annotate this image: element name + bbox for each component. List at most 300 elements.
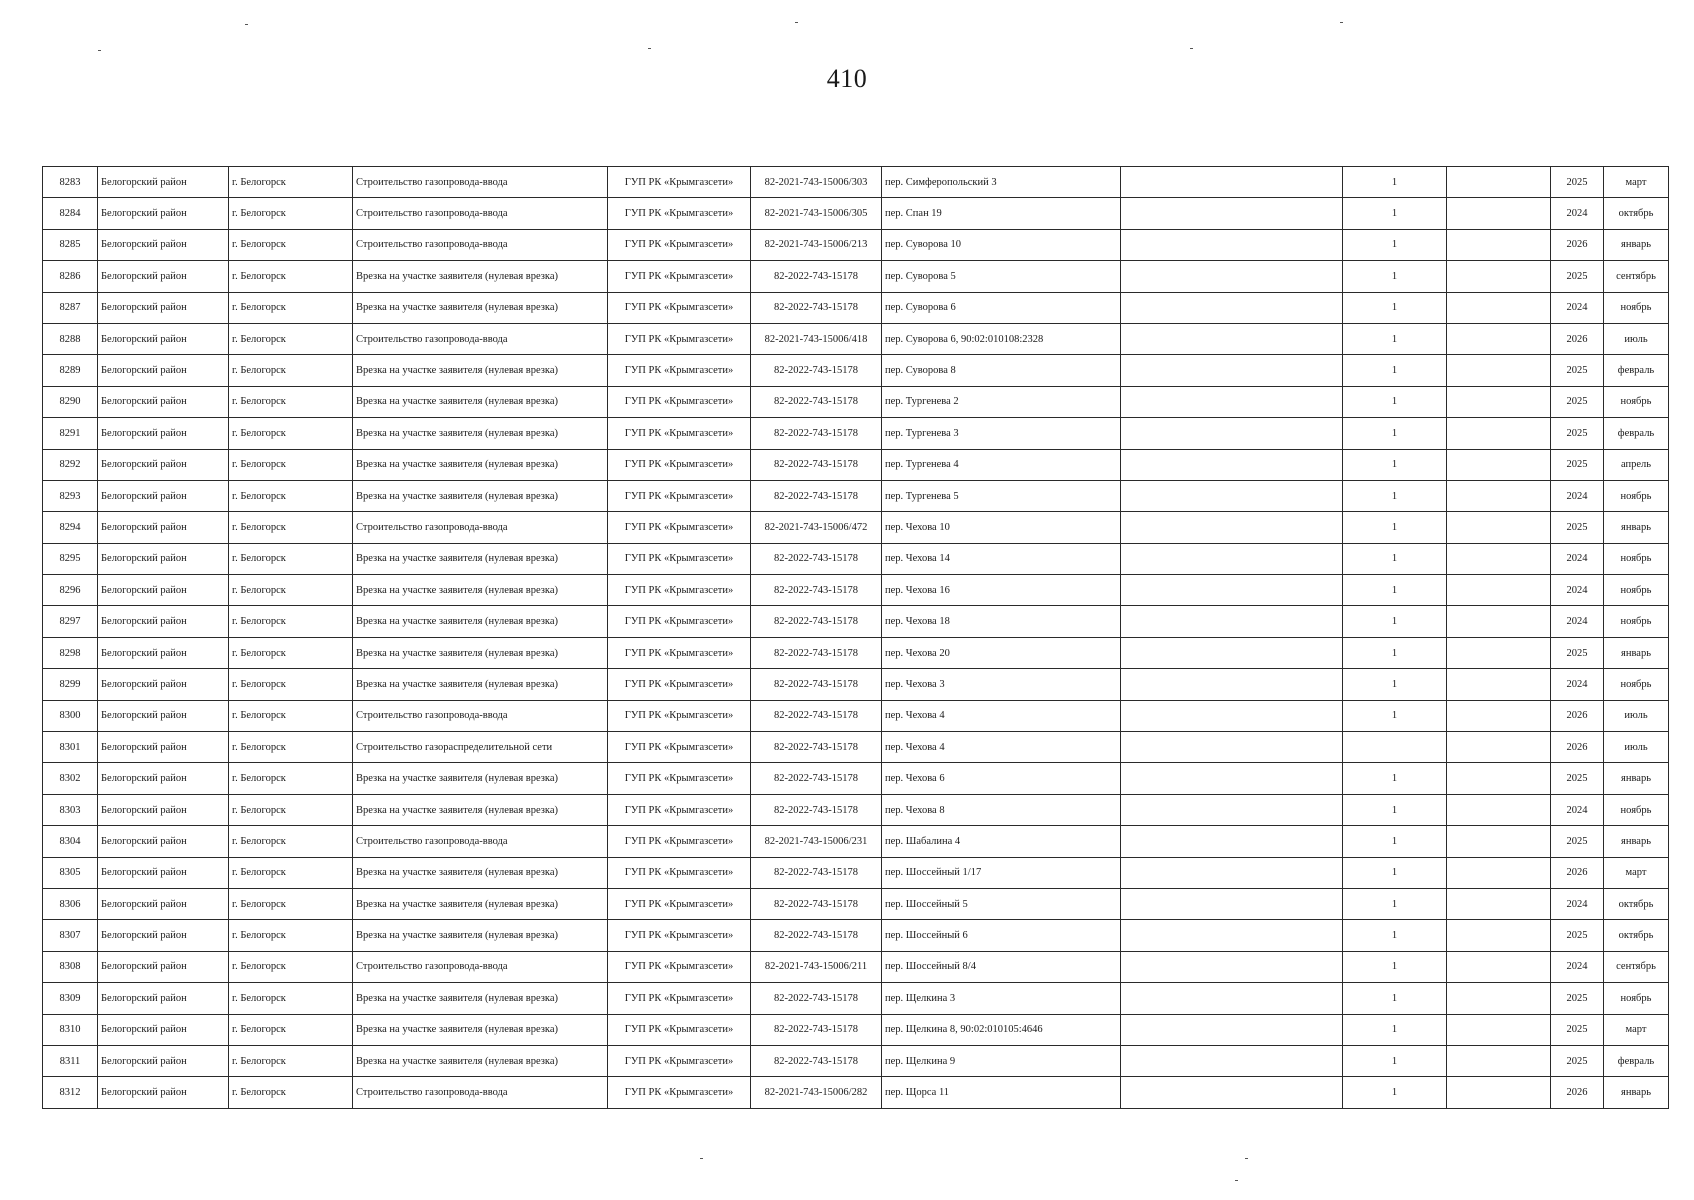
year-cell: 2025 xyxy=(1551,920,1604,951)
work-type-cell: Врезка на участке заявителя (нулевая врезка) xyxy=(353,888,608,919)
work-type-cell: Строительство газопровода-ввода xyxy=(353,826,608,857)
month-cell: октябрь xyxy=(1604,198,1669,229)
empty-cell xyxy=(1121,512,1343,543)
program-code-cell: 82-2022-743-15178 xyxy=(751,449,882,480)
district-cell: Белогорский район xyxy=(98,763,229,794)
organization-cell: ГУП РК «Крымгазсети» xyxy=(608,794,751,825)
scan-speck xyxy=(245,24,248,25)
city-cell: г. Белогорск xyxy=(229,1014,353,1045)
district-cell: Белогорский район xyxy=(98,323,229,354)
quantity-cell: 1 xyxy=(1343,1014,1447,1045)
row-number: 8310 xyxy=(43,1014,98,1045)
address-cell: пер. Шоссейный 5 xyxy=(882,888,1121,919)
program-code-cell: 82-2022-743-15178 xyxy=(751,700,882,731)
empty-cell xyxy=(1121,732,1343,763)
empty-cell xyxy=(1447,669,1551,700)
row-number: 8301 xyxy=(43,732,98,763)
empty-cell xyxy=(1447,732,1551,763)
month-cell: ноябрь xyxy=(1604,543,1669,574)
program-code-cell: 82-2021-743-15006/418 xyxy=(751,323,882,354)
quantity-cell: 1 xyxy=(1343,323,1447,354)
organization-cell: ГУП РК «Крымгазсети» xyxy=(608,1045,751,1076)
address-cell: пер. Чехова 4 xyxy=(882,732,1121,763)
work-type-cell: Строительство газопровода-ввода xyxy=(353,229,608,260)
table-row xyxy=(43,763,1669,794)
month-cell: ноябрь xyxy=(1604,292,1669,323)
empty-cell xyxy=(1121,920,1343,951)
quantity-cell: 1 xyxy=(1343,198,1447,229)
program-code-cell: 82-2022-743-15178 xyxy=(751,732,882,763)
address-cell: пер. Чехова 4 xyxy=(882,700,1121,731)
work-type-cell: Врезка на участке заявителя (нулевая врезка) xyxy=(353,637,608,668)
month-cell: ноябрь xyxy=(1604,575,1669,606)
year-cell: 2024 xyxy=(1551,575,1604,606)
work-type-cell: Врезка на участке заявителя (нулевая врезка) xyxy=(353,1045,608,1076)
program-code-cell: 82-2022-743-15178 xyxy=(751,983,882,1014)
address-cell: пер. Щелкина 8, 90:02:010105:4646 xyxy=(882,1014,1121,1045)
district-cell: Белогорский район xyxy=(98,261,229,292)
scan-speck xyxy=(1340,22,1343,23)
table-row xyxy=(43,920,1669,951)
district-cell: Белогорский район xyxy=(98,700,229,731)
table-row xyxy=(43,669,1669,700)
row-number: 8298 xyxy=(43,637,98,668)
quantity-cell: 1 xyxy=(1343,888,1447,919)
city-cell: г. Белогорск xyxy=(229,386,353,417)
month-cell: сентябрь xyxy=(1604,261,1669,292)
city-cell: г. Белогорск xyxy=(229,700,353,731)
table-row xyxy=(43,794,1669,825)
empty-cell xyxy=(1447,920,1551,951)
organization-cell: ГУП РК «Крымгазсети» xyxy=(608,669,751,700)
program-code-cell: 82-2022-743-15178 xyxy=(751,794,882,825)
empty-cell xyxy=(1447,1014,1551,1045)
address-cell: пер. Суворова 6, 90:02:010108:2328 xyxy=(882,323,1121,354)
city-cell: г. Белогорск xyxy=(229,606,353,637)
address-cell: пер. Чехова 20 xyxy=(882,637,1121,668)
year-cell: 2025 xyxy=(1551,637,1604,668)
year-cell: 2025 xyxy=(1551,449,1604,480)
organization-cell: ГУП РК «Крымгазсети» xyxy=(608,543,751,574)
city-cell: г. Белогорск xyxy=(229,857,353,888)
program-code-cell: 82-2022-743-15178 xyxy=(751,355,882,386)
work-type-cell: Врезка на участке заявителя (нулевая врезка) xyxy=(353,386,608,417)
organization-cell: ГУП РК «Крымгазсети» xyxy=(608,355,751,386)
work-type-cell: Врезка на участке заявителя (нулевая врезка) xyxy=(353,449,608,480)
table-row xyxy=(43,575,1669,606)
month-cell: апрель xyxy=(1604,449,1669,480)
district-cell: Белогорский район xyxy=(98,1077,229,1108)
address-cell: пер. Симферопольский 3 xyxy=(882,167,1121,198)
work-type-cell: Строительство газопровода-ввода xyxy=(353,167,608,198)
month-cell: февраль xyxy=(1604,1045,1669,1076)
row-number: 8309 xyxy=(43,983,98,1014)
row-number: 8285 xyxy=(43,229,98,260)
district-cell: Белогорский район xyxy=(98,732,229,763)
year-cell: 2025 xyxy=(1551,826,1604,857)
work-type-cell: Врезка на участке заявителя (нулевая врезка) xyxy=(353,920,608,951)
district-cell: Белогорский район xyxy=(98,543,229,574)
row-number: 8293 xyxy=(43,480,98,511)
table-row xyxy=(43,418,1669,449)
empty-cell xyxy=(1121,418,1343,449)
program-code-cell: 82-2021-743-15006/472 xyxy=(751,512,882,543)
table-row xyxy=(43,292,1669,323)
program-code-cell: 82-2022-743-15178 xyxy=(751,261,882,292)
row-number: 8308 xyxy=(43,951,98,982)
organization-cell: ГУП РК «Крымгазсети» xyxy=(608,167,751,198)
year-cell: 2024 xyxy=(1551,794,1604,825)
program-code-cell: 82-2021-743-15006/303 xyxy=(751,167,882,198)
year-cell: 2024 xyxy=(1551,606,1604,637)
address-cell: пер. Чехова 18 xyxy=(882,606,1121,637)
city-cell: г. Белогорск xyxy=(229,826,353,857)
year-cell: 2024 xyxy=(1551,951,1604,982)
table-row xyxy=(43,732,1669,763)
table-row xyxy=(43,543,1669,574)
month-cell: февраль xyxy=(1604,418,1669,449)
table-row xyxy=(43,355,1669,386)
work-type-cell: Врезка на участке заявителя (нулевая врезка) xyxy=(353,1014,608,1045)
registry-table xyxy=(42,166,1669,1109)
city-cell: г. Белогорск xyxy=(229,1045,353,1076)
city-cell: г. Белогорск xyxy=(229,951,353,982)
empty-cell xyxy=(1121,951,1343,982)
year-cell: 2025 xyxy=(1551,1014,1604,1045)
quantity-cell: 1 xyxy=(1343,261,1447,292)
empty-cell xyxy=(1447,418,1551,449)
district-cell: Белогорский район xyxy=(98,198,229,229)
table-row xyxy=(43,857,1669,888)
row-number: 8295 xyxy=(43,543,98,574)
empty-cell xyxy=(1447,951,1551,982)
district-cell: Белогорский район xyxy=(98,355,229,386)
row-number: 8304 xyxy=(43,826,98,857)
work-type-cell: Врезка на участке заявителя (нулевая врезка) xyxy=(353,857,608,888)
quantity-cell: 1 xyxy=(1343,167,1447,198)
program-code-cell: 82-2022-743-15178 xyxy=(751,1014,882,1045)
empty-cell xyxy=(1447,480,1551,511)
row-number: 8283 xyxy=(43,167,98,198)
empty-cell xyxy=(1121,857,1343,888)
empty-cell xyxy=(1447,606,1551,637)
district-cell: Белогорский район xyxy=(98,386,229,417)
empty-cell xyxy=(1447,857,1551,888)
empty-cell xyxy=(1121,763,1343,794)
row-number: 8289 xyxy=(43,355,98,386)
organization-cell: ГУП РК «Крымгазсети» xyxy=(608,575,751,606)
quantity-cell: 1 xyxy=(1343,606,1447,637)
address-cell: пер. Чехова 16 xyxy=(882,575,1121,606)
empty-cell xyxy=(1447,826,1551,857)
year-cell: 2025 xyxy=(1551,983,1604,1014)
year-cell: 2026 xyxy=(1551,229,1604,260)
organization-cell: ГУП РК «Крымгазсети» xyxy=(608,261,751,292)
year-cell: 2024 xyxy=(1551,543,1604,574)
row-number: 8297 xyxy=(43,606,98,637)
work-type-cell: Врезка на участке заявителя (нулевая врезка) xyxy=(353,418,608,449)
empty-cell xyxy=(1121,575,1343,606)
year-cell: 2025 xyxy=(1551,261,1604,292)
year-cell: 2026 xyxy=(1551,700,1604,731)
city-cell: г. Белогорск xyxy=(229,355,353,386)
district-cell: Белогорский район xyxy=(98,512,229,543)
quantity-cell: 1 xyxy=(1343,229,1447,260)
table-row xyxy=(43,229,1669,260)
month-cell: сентябрь xyxy=(1604,951,1669,982)
quantity-cell: 1 xyxy=(1343,700,1447,731)
empty-cell xyxy=(1121,355,1343,386)
empty-cell xyxy=(1121,1045,1343,1076)
month-cell: ноябрь xyxy=(1604,983,1669,1014)
city-cell: г. Белогорск xyxy=(229,983,353,1014)
address-cell: пер. Чехова 6 xyxy=(882,763,1121,794)
city-cell: г. Белогорск xyxy=(229,543,353,574)
empty-cell xyxy=(1121,700,1343,731)
empty-cell xyxy=(1121,983,1343,1014)
month-cell: октябрь xyxy=(1604,888,1669,919)
row-number: 8300 xyxy=(43,700,98,731)
organization-cell: ГУП РК «Крымгазсети» xyxy=(608,637,751,668)
organization-cell: ГУП РК «Крымгазсети» xyxy=(608,763,751,794)
work-type-cell: Врезка на участке заявителя (нулевая врезка) xyxy=(353,292,608,323)
program-code-cell: 82-2022-743-15178 xyxy=(751,637,882,668)
work-type-cell: Строительство газораспределительной сети xyxy=(353,732,608,763)
empty-cell xyxy=(1447,1045,1551,1076)
year-cell: 2025 xyxy=(1551,418,1604,449)
organization-cell: ГУП РК «Крымгазсети» xyxy=(608,229,751,260)
row-number: 8286 xyxy=(43,261,98,292)
month-cell: январь xyxy=(1604,826,1669,857)
month-cell: январь xyxy=(1604,229,1669,260)
month-cell: январь xyxy=(1604,763,1669,794)
address-cell: пер. Шоссейный 1/17 xyxy=(882,857,1121,888)
organization-cell: ГУП РК «Крымгазсети» xyxy=(608,386,751,417)
row-number: 8292 xyxy=(43,449,98,480)
month-cell: январь xyxy=(1604,637,1669,668)
city-cell: г. Белогорск xyxy=(229,512,353,543)
quantity-cell: 1 xyxy=(1343,575,1447,606)
table-row xyxy=(43,606,1669,637)
empty-cell xyxy=(1121,198,1343,229)
empty-cell xyxy=(1121,480,1343,511)
quantity-cell: 1 xyxy=(1343,637,1447,668)
city-cell: г. Белогорск xyxy=(229,637,353,668)
district-cell: Белогорский район xyxy=(98,826,229,857)
month-cell: ноябрь xyxy=(1604,386,1669,417)
scan-speck xyxy=(1245,1158,1248,1159)
address-cell: пер. Шоссейный 8/4 xyxy=(882,951,1121,982)
table-row xyxy=(43,386,1669,417)
empty-cell xyxy=(1121,323,1343,354)
table-row xyxy=(43,1077,1669,1108)
empty-cell xyxy=(1447,888,1551,919)
table-row xyxy=(43,449,1669,480)
year-cell: 2025 xyxy=(1551,1045,1604,1076)
row-number: 8307 xyxy=(43,920,98,951)
district-cell: Белогорский район xyxy=(98,449,229,480)
row-number: 8288 xyxy=(43,323,98,354)
year-cell: 2025 xyxy=(1551,355,1604,386)
address-cell: пер. Щелкина 3 xyxy=(882,983,1121,1014)
year-cell: 2024 xyxy=(1551,888,1604,919)
program-code-cell: 82-2022-743-15178 xyxy=(751,1045,882,1076)
empty-cell xyxy=(1447,261,1551,292)
organization-cell: ГУП РК «Крымгазсети» xyxy=(608,198,751,229)
city-cell: г. Белогорск xyxy=(229,920,353,951)
organization-cell: ГУП РК «Крымгазсети» xyxy=(608,418,751,449)
district-cell: Белогорский район xyxy=(98,229,229,260)
month-cell: март xyxy=(1604,857,1669,888)
quantity-cell: 1 xyxy=(1343,355,1447,386)
month-cell: ноябрь xyxy=(1604,669,1669,700)
empty-cell xyxy=(1121,167,1343,198)
district-cell: Белогорский район xyxy=(98,480,229,511)
address-cell: пер. Чехова 3 xyxy=(882,669,1121,700)
address-cell: пер. Шабалина 4 xyxy=(882,826,1121,857)
empty-cell xyxy=(1447,543,1551,574)
empty-cell xyxy=(1447,1077,1551,1108)
year-cell: 2025 xyxy=(1551,386,1604,417)
empty-cell xyxy=(1447,386,1551,417)
empty-cell xyxy=(1121,637,1343,668)
table-row xyxy=(43,826,1669,857)
row-number: 8294 xyxy=(43,512,98,543)
table-row xyxy=(43,951,1669,982)
program-code-cell: 82-2021-743-15006/213 xyxy=(751,229,882,260)
empty-cell xyxy=(1121,1014,1343,1045)
year-cell: 2024 xyxy=(1551,669,1604,700)
row-number: 8296 xyxy=(43,575,98,606)
table-row xyxy=(43,1045,1669,1076)
row-number: 8305 xyxy=(43,857,98,888)
organization-cell: ГУП РК «Крымгазсети» xyxy=(608,920,751,951)
empty-cell xyxy=(1121,794,1343,825)
row-number: 8302 xyxy=(43,763,98,794)
district-cell: Белогорский район xyxy=(98,606,229,637)
organization-cell: ГУП РК «Крымгазсети» xyxy=(608,857,751,888)
table-row xyxy=(43,512,1669,543)
organization-cell: ГУП РК «Крымгазсети» xyxy=(608,480,751,511)
month-cell: март xyxy=(1604,1014,1669,1045)
organization-cell: ГУП РК «Крымгазсети» xyxy=(608,1077,751,1108)
work-type-cell: Врезка на участке заявителя (нулевая врезка) xyxy=(353,480,608,511)
row-number: 8290 xyxy=(43,386,98,417)
program-code-cell: 82-2022-743-15178 xyxy=(751,418,882,449)
year-cell: 2024 xyxy=(1551,292,1604,323)
empty-cell xyxy=(1121,386,1343,417)
quantity-cell: 1 xyxy=(1343,951,1447,982)
organization-cell: ГУП РК «Крымгазсети» xyxy=(608,983,751,1014)
empty-cell xyxy=(1447,794,1551,825)
organization-cell: ГУП РК «Крымгазсети» xyxy=(608,732,751,763)
organization-cell: ГУП РК «Крымгазсети» xyxy=(608,323,751,354)
address-cell: пер. Чехова 14 xyxy=(882,543,1121,574)
district-cell: Белогорский район xyxy=(98,292,229,323)
year-cell: 2026 xyxy=(1551,1077,1604,1108)
work-type-cell: Врезка на участке заявителя (нулевая врезка) xyxy=(353,355,608,386)
empty-cell xyxy=(1121,449,1343,480)
organization-cell: ГУП РК «Крымгазсети» xyxy=(608,700,751,731)
table-row xyxy=(43,888,1669,919)
table-row xyxy=(43,480,1669,511)
month-cell: июль xyxy=(1604,323,1669,354)
organization-cell: ГУП РК «Крымгазсети» xyxy=(608,826,751,857)
work-type-cell: Врезка на участке заявителя (нулевая врезка) xyxy=(353,794,608,825)
program-code-cell: 82-2022-743-15178 xyxy=(751,888,882,919)
city-cell: г. Белогорск xyxy=(229,167,353,198)
program-code-cell: 82-2022-743-15178 xyxy=(751,920,882,951)
empty-cell xyxy=(1121,888,1343,919)
empty-cell xyxy=(1447,323,1551,354)
quantity-cell: 1 xyxy=(1343,669,1447,700)
address-cell: пер. Суворова 8 xyxy=(882,355,1121,386)
month-cell: июль xyxy=(1604,732,1669,763)
quantity-cell: 1 xyxy=(1343,794,1447,825)
month-cell: январь xyxy=(1604,512,1669,543)
empty-cell xyxy=(1447,355,1551,386)
district-cell: Белогорский район xyxy=(98,951,229,982)
work-type-cell: Строительство газопровода-ввода xyxy=(353,198,608,229)
address-cell: пер. Суворова 5 xyxy=(882,261,1121,292)
month-cell: ноябрь xyxy=(1604,606,1669,637)
work-type-cell: Строительство газопровода-ввода xyxy=(353,951,608,982)
city-cell: г. Белогорск xyxy=(229,418,353,449)
empty-cell xyxy=(1447,763,1551,794)
district-cell: Белогорский район xyxy=(98,167,229,198)
city-cell: г. Белогорск xyxy=(229,229,353,260)
work-type-cell: Врезка на участке заявителя (нулевая врезка) xyxy=(353,669,608,700)
quantity-cell: 1 xyxy=(1343,480,1447,511)
city-cell: г. Белогорск xyxy=(229,669,353,700)
scan-speck xyxy=(1190,48,1193,49)
empty-cell xyxy=(1447,983,1551,1014)
program-code-cell: 82-2022-743-15178 xyxy=(751,575,882,606)
year-cell: 2026 xyxy=(1551,323,1604,354)
year-cell: 2026 xyxy=(1551,857,1604,888)
scan-speck xyxy=(795,22,798,23)
row-number: 8306 xyxy=(43,888,98,919)
organization-cell: ГУП РК «Крымгазсети» xyxy=(608,1014,751,1045)
year-cell: 2024 xyxy=(1551,198,1604,229)
quantity-cell: 1 xyxy=(1343,543,1447,574)
scan-speck xyxy=(700,1158,703,1159)
row-number: 8287 xyxy=(43,292,98,323)
scan-speck xyxy=(1235,1180,1238,1181)
empty-cell xyxy=(1447,167,1551,198)
month-cell: ноябрь xyxy=(1604,794,1669,825)
program-code-cell: 82-2021-743-15006/231 xyxy=(751,826,882,857)
address-cell: пер. Тургенева 4 xyxy=(882,449,1121,480)
program-code-cell: 82-2021-743-15006/282 xyxy=(751,1077,882,1108)
work-type-cell: Строительство газопровода-ввода xyxy=(353,700,608,731)
year-cell: 2025 xyxy=(1551,512,1604,543)
work-type-cell: Строительство газопровода-ввода xyxy=(353,1077,608,1108)
city-cell: г. Белогорск xyxy=(229,261,353,292)
table-row xyxy=(43,198,1669,229)
district-cell: Белогорский район xyxy=(98,888,229,919)
row-number: 8291 xyxy=(43,418,98,449)
empty-cell xyxy=(1447,512,1551,543)
program-code-cell: 82-2021-743-15006/211 xyxy=(751,951,882,982)
row-number: 8303 xyxy=(43,794,98,825)
quantity-cell: 1 xyxy=(1343,292,1447,323)
work-type-cell: Строительство газопровода-ввода xyxy=(353,323,608,354)
address-cell: пер. Чехова 10 xyxy=(882,512,1121,543)
city-cell: г. Белогорск xyxy=(229,480,353,511)
empty-cell xyxy=(1121,606,1343,637)
table-row xyxy=(43,983,1669,1014)
